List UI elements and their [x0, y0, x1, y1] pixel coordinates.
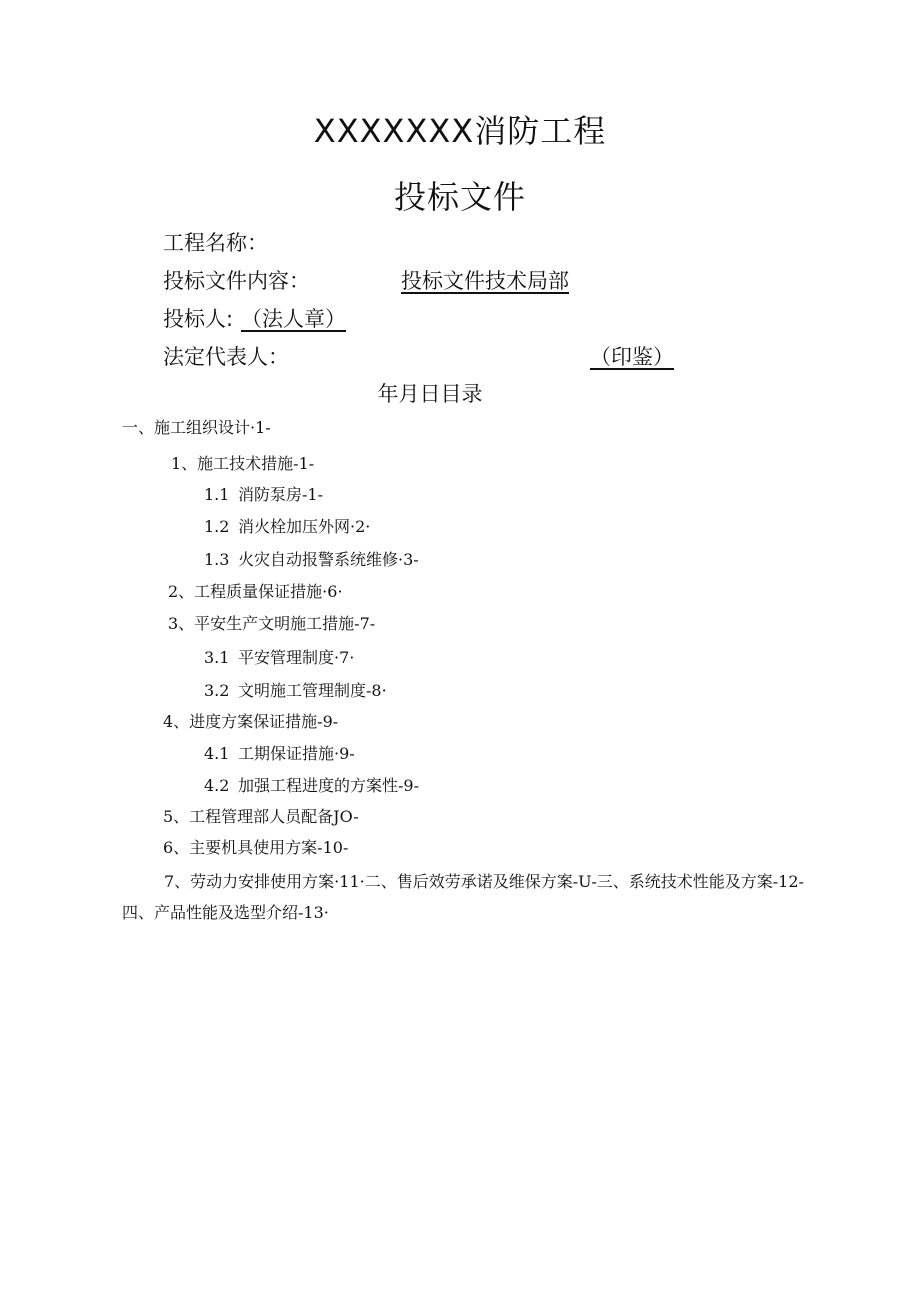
document-subtitle: 投标文件: [393, 178, 526, 216]
legal-rep-seal: （印鉴）: [590, 345, 674, 369]
date-and-toc-heading: 年月日目录: [377, 382, 483, 406]
toc-entry: 1、施工技术措施-1-: [171, 454, 315, 473]
toc-entry: 3、平安生产文明施工措施-7-: [168, 614, 376, 633]
toc-entry: 2、工程质量保证措施·6·: [168, 582, 343, 601]
content-value: 投标文件技术局部: [401, 269, 569, 293]
toc-entry: 1.1 消防泵房-1-: [204, 485, 323, 504]
toc-entry: 4、进度方案保证措施-9-: [163, 712, 339, 731]
legal-rep-label: 法定代表人：: [163, 345, 289, 369]
toc-entry: 5、工程管理部人员配备JO-: [163, 807, 359, 826]
toc-entry: 4.2 加强工程进度的方案性-9-: [204, 776, 419, 795]
toc-entry: 6、主要机具使用方案-10-: [163, 838, 349, 857]
bidder-label: 投标人:: [163, 307, 234, 331]
toc-entry: 一、施工组织设计·1-: [122, 418, 271, 437]
toc-entry: 3.2 文明施工管理制度-8·: [204, 681, 387, 700]
content-label: 投标文件内容：: [163, 269, 310, 293]
toc-paragraph: 7、劳动力安排使用方案·11·二、售后效劳承诺及维保方案-U-三、系统技术性能及方案-12-四、产品性能及选型介绍-13·: [122, 872, 804, 922]
project-name-label: 工程名称：: [163, 231, 268, 255]
document-title: XXXXXXX消防工程: [313, 112, 607, 150]
toc-entry: 1.3 火灾自动报警系统维修·3-: [204, 550, 419, 569]
toc-entry: 4.1 工期保证措施·9-: [204, 744, 355, 763]
toc-entry: 3.1 平安管理制度·7·: [204, 648, 355, 667]
bidder-seal: （法人章）: [241, 307, 346, 331]
toc-entry: 1.2 消火栓加压外网·2·: [204, 517, 371, 536]
